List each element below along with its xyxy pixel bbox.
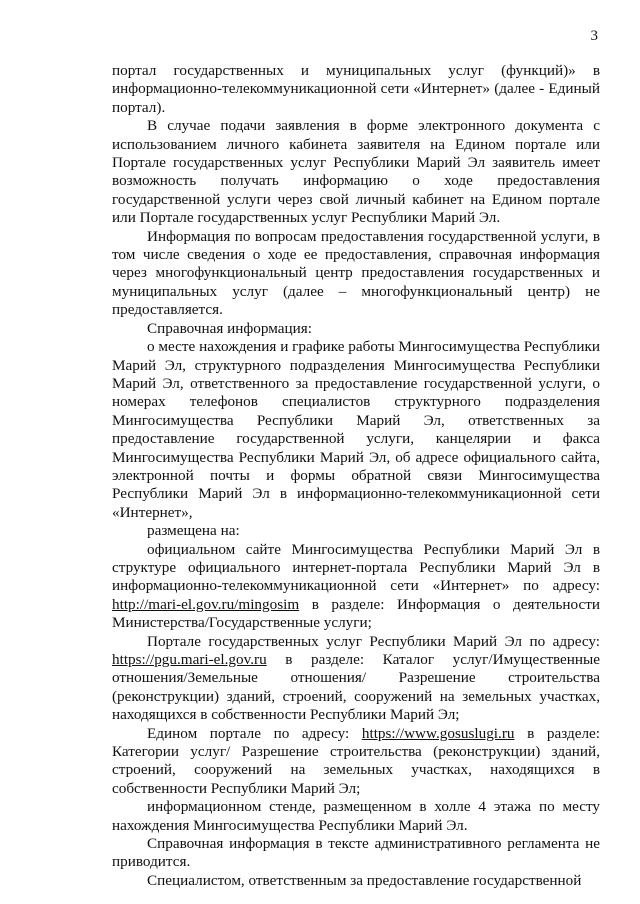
paragraph xyxy=(112,117,600,227)
paragraph-text: Справочная информация: xyxy=(147,319,312,337)
paragraph xyxy=(112,62,600,117)
document-body xyxy=(112,62,600,890)
paragraph-text: размещена на: xyxy=(147,522,240,540)
paragraph xyxy=(112,541,600,633)
paragraph-text: информационном стенде, размещенном в холле 4 этажа по месту нахождения Мингосимущества Республики Марий Эл. xyxy=(112,798,600,834)
paragraph xyxy=(112,835,600,872)
paragraph xyxy=(112,228,600,320)
paragraph-text: официальном сайте Мингосимущества Республики Марий Эл в структуре официального интернет-портала Республики Марий Эл в информационно-телекоммуникационной сети «Интернет» по адресу: xyxy=(112,540,600,595)
paragraph-text: о месте нахождения и графике работы Мингосимущества Республики Марий Эл, структурного подразделения Мингосимущества Республики Марий Эл, ответственного за предоставление государственной услуги, о номерах телефонов специалистов структурного подразделения Мингосимущества Республики Марий Эл, ответственных за предоставление государственной услуги, канцелярии и факса Мингосимущества Республики Марий Эл, об адресе официального сайта, электронной почты и формы обратной связи Мингосимущества Республики Марий Эл в информационно-телекоммуникационной сети «Интернет», xyxy=(112,338,600,521)
page-number: 3 xyxy=(590,28,598,44)
paragraph xyxy=(112,338,600,522)
paragraph-text: Едином портале по адресу: xyxy=(147,724,362,742)
paragraph-text: Специалистом, ответственным за предоставление государственной xyxy=(147,871,582,889)
paragraph-text: Справочная информация в тексте административного регламента не приводится. xyxy=(112,835,600,871)
url-link[interactable]: https://pgu.mari-el.gov.ru xyxy=(112,651,267,668)
url-link[interactable]: https://www.gosuslugi.ru xyxy=(361,724,515,742)
paragraph-text: Информация по вопросам предоставления государственной услуги, в том числе сведения о ходе ее предоставления, справочная информация через многофункциональный центр предоставления государственных и муниципальных услуг (далее – многофункциональный центр) не предоставляется. xyxy=(112,227,600,319)
paragraph-text: в разделе: Информация о деятельности Министерства/Государственные услуги; xyxy=(112,595,600,632)
paragraph-text: Портале государственных услуг Республики Марий Эл по адресу: xyxy=(147,632,600,650)
url-link[interactable]: http://mari-el.gov.ru/mingosim xyxy=(112,595,300,613)
paragraph-text: портал государственных и муниципальных услуг (функций)» в информационно-телекоммуникационной сети «Интернет» (далее - Единый портал). xyxy=(112,62,600,116)
paragraph xyxy=(112,798,600,835)
paragraph xyxy=(112,725,600,799)
paragraph-text: в разделе: Категории услуг/ Разрешение строительства (реконструкции) зданий, строений, сооружений на земельных участках, находящихся в собственности Республики Марий Эл; xyxy=(112,724,600,797)
paragraph xyxy=(112,522,600,540)
paragraph xyxy=(112,320,600,338)
paragraph xyxy=(112,633,600,725)
paragraph xyxy=(112,872,600,890)
paragraph-text: в разделе: Каталог услуг/Имущественные отношения/Земельные отношения/ Разрешение строительства (реконструкции) зданий, строений, сооружений на земельных участках, находящихся в собственности Республики Марий Эл; xyxy=(112,651,600,724)
paragraph-text: В случае подачи заявления в форме электронного документа с использованием личного кабинета заявителя на Едином портале или Портале государственных услуг Республики Марий Эл заявитель имеет возможность получать информацию о ходе предоставления государственной услуги через свой личный кабинет на Едином портале или Портале государственных услуг Республики Марий Эл. xyxy=(112,117,600,227)
